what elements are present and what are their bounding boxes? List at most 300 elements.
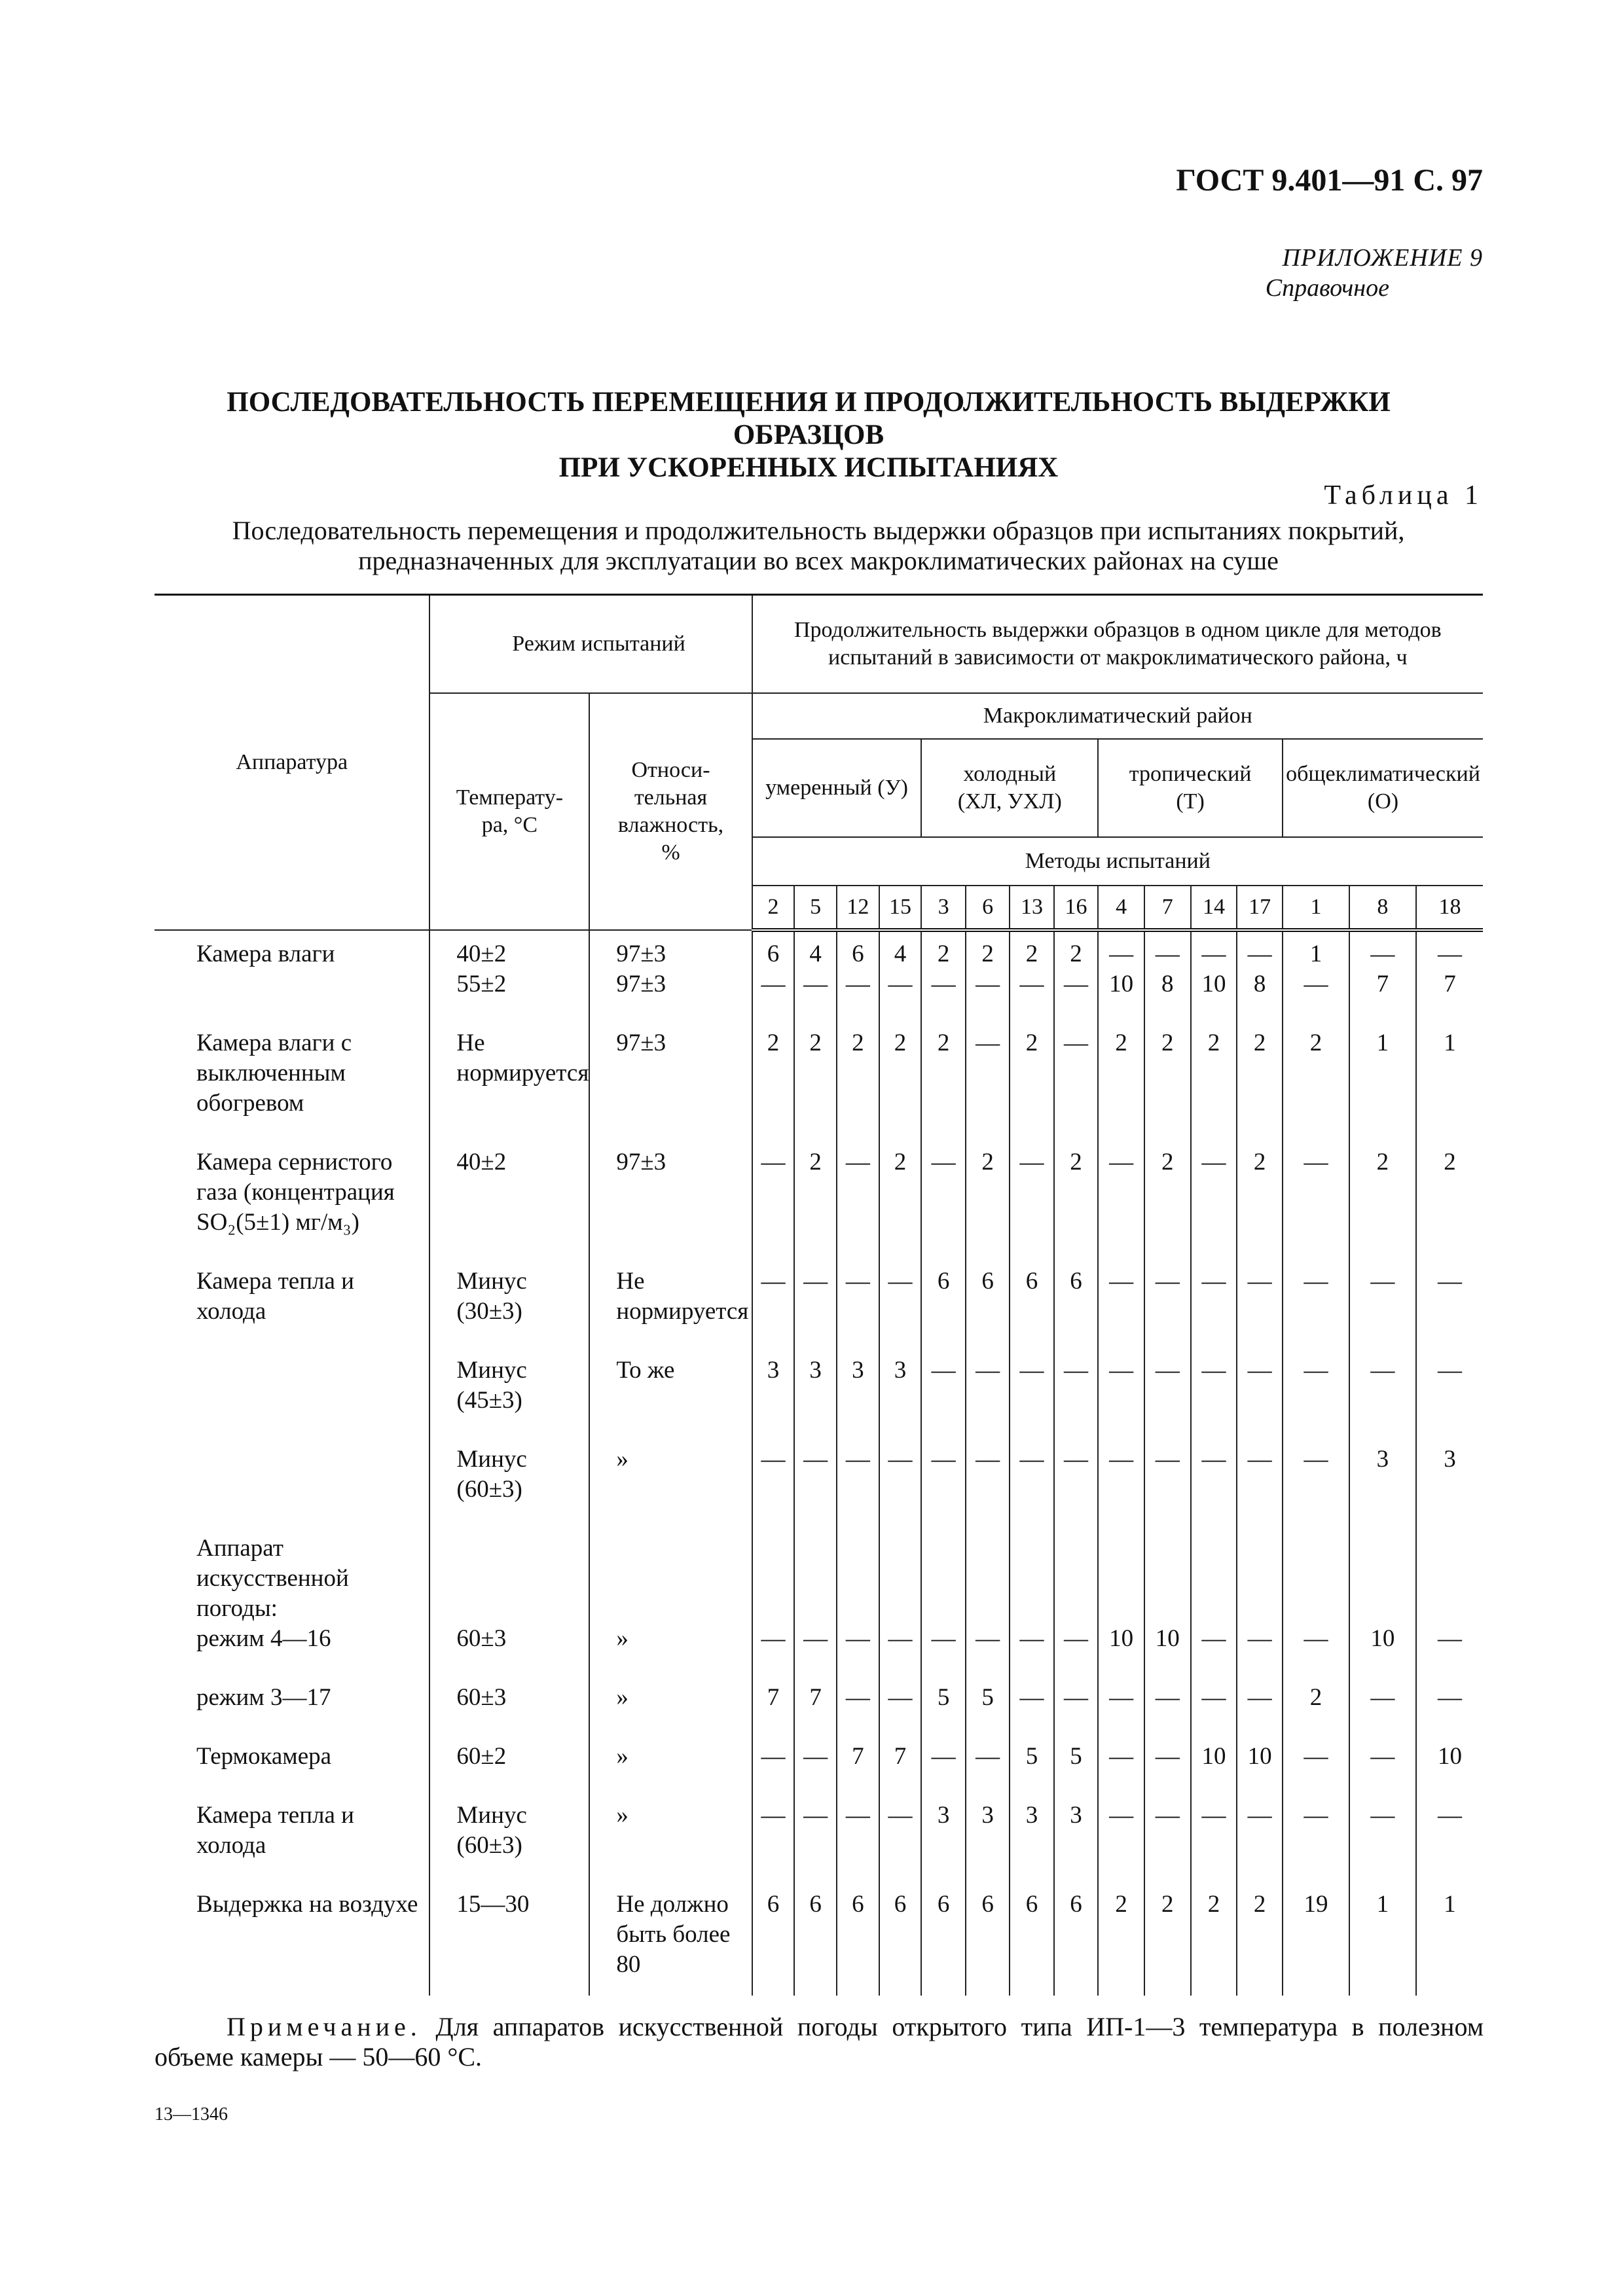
- duration-cell: 2: [1010, 1028, 1053, 1119]
- duration-cell: —: [1437, 940, 1462, 967]
- duration-cell: 6: [752, 939, 795, 969]
- temperature-cell: 60±3: [429, 1683, 589, 1713]
- apparatus-cell: [155, 1534, 429, 1624]
- method-number: 8: [1349, 886, 1416, 930]
- header-region-o: общеклиматический (О): [1283, 739, 1483, 837]
- row-spacer: [155, 1119, 1483, 1147]
- duration-cell: —: [921, 969, 965, 999]
- duration-cell: —: [1191, 1147, 1237, 1238]
- duration-cell: 6: [966, 1890, 1010, 1996]
- duration-cell: 1: [1349, 1890, 1416, 1996]
- duration-cell: 7: [837, 1742, 879, 1772]
- duration-cell: —: [1349, 1355, 1416, 1416]
- humidity-cell: 97±3: [589, 1147, 752, 1238]
- duration-cell: —: [966, 969, 1010, 999]
- duration-cell: —: [1010, 1683, 1053, 1713]
- duration-cell: —: [1054, 969, 1098, 999]
- apparatus-cell: [155, 1742, 429, 1772]
- header-methods: Методы испытаний: [752, 837, 1483, 886]
- duration-cell: —: [837, 1444, 879, 1505]
- duration-cell: —: [1144, 1444, 1191, 1505]
- duration-cell: —: [921, 1147, 965, 1238]
- duration-cell: —: [1010, 1444, 1053, 1505]
- table-label: Таблица 1: [1324, 480, 1483, 511]
- temperature-cell: 60±2: [429, 1742, 589, 1772]
- duration-cell: [1144, 1534, 1191, 1624]
- duration-cell: [1054, 1534, 1098, 1624]
- table-row: [155, 1444, 1483, 1505]
- duration-cell: —: [1437, 1683, 1462, 1711]
- duration-cell: —: [752, 969, 795, 999]
- title-line-2: ПРИ УСКОРЕННЫХ ИСПЫТАНИЯХ: [558, 452, 1059, 483]
- table-row: [155, 1683, 1483, 1713]
- temperature-cell: Минус (30±3): [429, 1266, 589, 1327]
- duration-cell: 2: [794, 1147, 837, 1238]
- duration-cell: 3: [966, 1801, 1010, 1861]
- method-number: 6: [966, 886, 1010, 930]
- humidity-cell: [589, 1534, 752, 1624]
- data-table: [155, 594, 1483, 1996]
- duration-cell: —: [1283, 1266, 1349, 1327]
- duration-cell: 2: [752, 1028, 795, 1119]
- duration-cell: —: [1191, 1444, 1237, 1505]
- duration-cell: 2: [1349, 1147, 1416, 1238]
- table-row: [155, 939, 1483, 969]
- apparatus-cell: [155, 969, 429, 999]
- duration-cell: 5: [966, 1683, 1010, 1713]
- method-number: 4: [1098, 886, 1144, 930]
- duration-cell: 1: [1444, 1029, 1456, 1056]
- duration-cell: —: [966, 1355, 1010, 1416]
- temperature-cell: Минус (60±3): [429, 1801, 589, 1861]
- humidity-cell: »: [589, 1444, 752, 1505]
- duration-cell: [837, 1534, 879, 1624]
- duration-cell: —: [837, 969, 879, 999]
- duration-cell: —: [1098, 1683, 1144, 1713]
- duration-cell: —: [1144, 939, 1191, 969]
- duration-cell: —: [879, 1624, 922, 1654]
- doc-reference: ГОСТ 9.401—91 С. 97: [1176, 163, 1483, 198]
- duration-cell: 2: [1010, 939, 1053, 969]
- temperature-cell: 40±2: [429, 1147, 589, 1238]
- duration-cell: —: [921, 1742, 965, 1772]
- duration-cell: —: [966, 1624, 1010, 1654]
- duration-cell: —: [1054, 1683, 1098, 1713]
- duration-cell: [1416, 1534, 1483, 1624]
- duration-cell: 2: [1191, 1028, 1237, 1119]
- duration-cell: —: [1237, 939, 1283, 969]
- duration-cell: —: [1144, 1355, 1191, 1416]
- apparatus-cell: [155, 1624, 429, 1654]
- duration-cell: —: [1191, 1801, 1237, 1861]
- duration-cell: 2: [1283, 1028, 1349, 1119]
- duration-cell: 3: [1010, 1801, 1053, 1861]
- duration-cell: —: [1191, 1683, 1237, 1713]
- duration-cell: 4: [879, 939, 922, 969]
- duration-cell: —: [1144, 1742, 1191, 1772]
- duration-cell: —: [1098, 939, 1144, 969]
- apparatus-label: режим 3—17: [196, 1683, 331, 1711]
- table-row: [155, 1801, 1483, 1861]
- temperature-cell: [429, 1534, 589, 1624]
- duration-cell: 3: [1054, 1801, 1098, 1861]
- row-spacer: [155, 1772, 1483, 1801]
- duration-cell: —: [1054, 1355, 1098, 1416]
- duration-cell: 5: [1010, 1742, 1053, 1772]
- footnote: [155, 2012, 1484, 2072]
- row-spacer: [155, 1327, 1483, 1355]
- duration-cell: —: [1054, 1028, 1098, 1119]
- duration-cell: 6: [1054, 1266, 1098, 1327]
- duration-cell: 6: [921, 1890, 965, 1996]
- duration-cell: —: [921, 1355, 965, 1416]
- duration-cell: —: [1054, 1444, 1098, 1505]
- duration-cell: —: [1283, 1624, 1349, 1654]
- duration-cell: —: [1010, 1147, 1053, 1238]
- duration-cell: 2: [1054, 939, 1098, 969]
- duration-cell: —: [1237, 1624, 1283, 1654]
- humidity-cell: Не нормируется: [589, 1266, 752, 1327]
- humidity-cell: »: [589, 1624, 752, 1654]
- duration-cell: 10: [1098, 1624, 1144, 1654]
- duration-cell: —: [794, 1444, 837, 1505]
- duration-cell: 2: [1144, 1028, 1191, 1119]
- duration-cell: 6: [966, 1266, 1010, 1327]
- table-row: [155, 1355, 1483, 1416]
- row-spacer: [155, 1713, 1483, 1742]
- duration-cell: [752, 1534, 795, 1624]
- duration-cell: —: [794, 1801, 837, 1861]
- duration-cell: 2: [1444, 1148, 1456, 1175]
- method-number: 2: [752, 886, 795, 930]
- duration-cell: —: [1283, 1355, 1349, 1416]
- method-number: 7: [1144, 886, 1191, 930]
- duration-cell: 2: [966, 1147, 1010, 1238]
- apparatus-cell: [155, 1890, 429, 1996]
- duration-cell: —: [1098, 1266, 1144, 1327]
- duration-cell: 2: [879, 1147, 922, 1238]
- duration-cell: —: [752, 1444, 795, 1505]
- duration-cell: [966, 1534, 1010, 1624]
- temperature-cell: 60±3: [429, 1624, 589, 1654]
- method-number: 12: [837, 886, 879, 930]
- apparatus-cell: [155, 1028, 429, 1119]
- page-footer-code: 13—1346: [155, 2104, 228, 2125]
- duration-cell: —: [1437, 1624, 1462, 1652]
- duration-cell: —: [1144, 1266, 1191, 1327]
- method-number: 1: [1283, 886, 1349, 930]
- row-spacer: [155, 1238, 1483, 1266]
- duration-cell: 2: [879, 1028, 922, 1119]
- table-row: [155, 1147, 1483, 1238]
- duration-cell: —: [1237, 1355, 1283, 1416]
- duration-cell: 7: [794, 1683, 837, 1713]
- header-region-hl: холодный (ХЛ, УХЛ): [921, 739, 1098, 837]
- row-spacer: [155, 999, 1483, 1028]
- duration-cell: 3: [879, 1355, 922, 1416]
- header-mode: Режим испытаний: [429, 595, 752, 693]
- duration-cell: 2: [794, 1028, 837, 1119]
- duration-cell: —: [1010, 1624, 1053, 1654]
- duration-cell: —: [1098, 1742, 1144, 1772]
- duration-cell: 2: [1144, 1890, 1191, 1996]
- duration-cell: 1: [1349, 1028, 1416, 1119]
- method-number: 13: [1010, 886, 1053, 930]
- duration-cell: —: [1283, 1444, 1349, 1505]
- duration-cell: —: [794, 1266, 837, 1327]
- duration-cell: —: [1191, 1266, 1237, 1327]
- duration-cell: [1349, 1534, 1416, 1624]
- apparatus-label: Камера влаги с выключенным обогревом: [196, 1029, 352, 1117]
- duration-cell: 2: [921, 1028, 965, 1119]
- duration-cell: —: [879, 1444, 922, 1505]
- duration-cell: 6: [921, 1266, 965, 1327]
- duration-cell: —: [1191, 1355, 1237, 1416]
- duration-cell: [1283, 1534, 1349, 1624]
- duration-cell: —: [1349, 1801, 1416, 1861]
- duration-cell: 6: [837, 939, 879, 969]
- header-region-u: умеренный (У): [752, 739, 922, 837]
- page-title: [151, 386, 1467, 484]
- row-spacer: [155, 1505, 1483, 1534]
- duration-cell: 2: [1191, 1890, 1237, 1996]
- duration-cell: 2: [1237, 1147, 1283, 1238]
- humidity-cell: То же: [589, 1355, 752, 1416]
- duration-cell: —: [1437, 1801, 1462, 1829]
- duration-cell: [1191, 1534, 1237, 1624]
- duration-cell: —: [1349, 1683, 1416, 1713]
- duration-cell: —: [837, 1266, 879, 1327]
- duration-cell: 5: [921, 1683, 965, 1713]
- method-number: 15: [879, 886, 922, 930]
- humidity-cell: »: [589, 1742, 752, 1772]
- method-number: 5: [794, 886, 837, 930]
- duration-cell: —: [752, 1624, 795, 1654]
- apparatus-label: Аппарат искусственной погоды:: [196, 1534, 349, 1622]
- humidity-cell: 97±3: [589, 969, 752, 999]
- row-spacer: [155, 1654, 1483, 1683]
- appendix-type: Справочное: [1265, 274, 1389, 302]
- duration-cell: —: [1144, 1683, 1191, 1713]
- caption-line-2: предназначенных для эксплуатации во всех макроклиматических районах на суше: [358, 546, 1279, 575]
- duration-cell: —: [837, 1147, 879, 1238]
- table-caption: [154, 516, 1483, 576]
- duration-cell: 10: [1349, 1624, 1416, 1654]
- duration-cell: 3: [921, 1801, 965, 1861]
- duration-cell: 6: [794, 1890, 837, 1996]
- duration-cell: 10: [1191, 969, 1237, 999]
- duration-cell: —: [1098, 1147, 1144, 1238]
- apparatus-label: Камера влаги: [196, 940, 335, 967]
- duration-cell: 10: [1437, 1742, 1462, 1770]
- temperature-cell: 55±2: [429, 969, 589, 999]
- duration-cell: 2: [1237, 1028, 1283, 1119]
- apparatus-cell: [155, 1355, 429, 1416]
- duration-cell: 3: [1349, 1444, 1416, 1505]
- duration-cell: 10: [1144, 1624, 1191, 1654]
- note-text: Для аппаратов искусственной погоды открытого типа ИП-1—3 температура в полезном объеме камеры — 50—60 °С.: [155, 2012, 1484, 2072]
- table-row: [155, 1534, 1483, 1624]
- duration-cell: 8: [1144, 969, 1191, 999]
- duration-cell: —: [1283, 1742, 1349, 1772]
- duration-cell: 2: [1098, 1890, 1144, 1996]
- duration-cell: 3: [837, 1355, 879, 1416]
- method-number: 14: [1191, 886, 1237, 930]
- duration-cell: —: [1010, 969, 1053, 999]
- duration-cell: 6: [1054, 1890, 1098, 1996]
- apparatus-label: Камера сернистого газа (концентрация SO₂(5±1) мг/м₃): [196, 1148, 395, 1236]
- duration-cell: 6: [879, 1890, 922, 1996]
- method-number: 17: [1237, 886, 1283, 930]
- duration-cell: —: [1237, 1444, 1283, 1505]
- humidity-cell: 97±3: [589, 939, 752, 969]
- header-humidity: Относи-тельная влажность, %: [589, 693, 752, 930]
- duration-cell: —: [1191, 939, 1237, 969]
- duration-cell: —: [1283, 1801, 1349, 1861]
- appendix-number: ПРИЛОЖЕНИЕ 9: [1282, 244, 1483, 272]
- duration-cell: 19: [1283, 1890, 1349, 1996]
- duration-cell: —: [1237, 1683, 1283, 1713]
- duration-cell: —: [966, 1028, 1010, 1119]
- method-number: 16: [1054, 886, 1098, 930]
- header-duration: Продолжительность выдержки образцов в одном цикле для методов испытаний в зависимости от макроклиматического района, ч: [752, 595, 1483, 693]
- duration-cell: —: [921, 1624, 965, 1654]
- note-label: Примечание.: [227, 2012, 422, 2041]
- duration-cell: 7: [879, 1742, 922, 1772]
- duration-cell: —: [1437, 1356, 1462, 1384]
- table-row: [155, 1028, 1483, 1119]
- duration-cell: 6: [752, 1890, 795, 1996]
- humidity-cell: »: [589, 1801, 752, 1861]
- duration-cell: —: [794, 969, 837, 999]
- duration-cell: —: [1437, 1267, 1462, 1295]
- duration-cell: —: [837, 1624, 879, 1654]
- duration-cell: [921, 1534, 965, 1624]
- duration-cell: —: [752, 1147, 795, 1238]
- duration-cell: —: [752, 1266, 795, 1327]
- duration-cell: —: [1144, 1801, 1191, 1861]
- apparatus-cell: [155, 1147, 429, 1238]
- title-line-1: ПОСЛЕДОВАТЕЛЬНОСТЬ ПЕРЕМЕЩЕНИЯ И ПРОДОЛЖИТЕЛЬНОСТЬ ВЫДЕРЖКИ ОБРАЗЦОВ: [227, 387, 1391, 450]
- duration-cell: 2: [1283, 1683, 1349, 1713]
- duration-cell: —: [837, 1683, 879, 1713]
- duration-cell: —: [1054, 1624, 1098, 1654]
- humidity-cell: Не должно быть более 80: [589, 1890, 752, 1996]
- duration-cell: —: [1349, 1266, 1416, 1327]
- method-number: 18: [1416, 886, 1483, 930]
- caption-line-1: Последовательность перемещения и продолжительность выдержки образцов при испытаниях покрытий,: [232, 516, 1405, 545]
- duration-cell: 2: [837, 1028, 879, 1119]
- duration-cell: —: [1010, 1355, 1053, 1416]
- duration-cell: 7: [1349, 969, 1416, 999]
- table-row: [155, 1266, 1483, 1327]
- table-row: [155, 1890, 1483, 1996]
- duration-cell: —: [1283, 969, 1349, 999]
- duration-cell: [1010, 1534, 1053, 1624]
- duration-cell: —: [1283, 1147, 1349, 1238]
- duration-cell: 10: [1237, 1742, 1283, 1772]
- apparatus-cell: [155, 1801, 429, 1861]
- duration-cell: —: [1349, 939, 1416, 969]
- duration-cell: —: [879, 1801, 922, 1861]
- duration-cell: 2: [1054, 1147, 1098, 1238]
- duration-cell: 2: [1098, 1028, 1144, 1119]
- apparatus-label: Выдержка на воздухе: [196, 1890, 418, 1918]
- row-spacer: [155, 1416, 1483, 1444]
- duration-cell: 7: [1444, 970, 1456, 997]
- duration-cell: —: [921, 1444, 965, 1505]
- duration-cell: —: [1237, 1801, 1283, 1861]
- duration-cell: —: [794, 1624, 837, 1654]
- duration-cell: 8: [1237, 969, 1283, 999]
- duration-cell: 6: [837, 1890, 879, 1996]
- header-macro-region: Макроклиматический район: [752, 693, 1483, 739]
- apparatus-cell: [155, 1444, 429, 1505]
- duration-cell: 10: [1098, 969, 1144, 999]
- duration-cell: 7: [752, 1683, 795, 1713]
- duration-cell: 2: [1144, 1147, 1191, 1238]
- duration-cell: 1: [1444, 1890, 1456, 1918]
- duration-cell: —: [879, 1683, 922, 1713]
- duration-cell: 2: [1237, 1890, 1283, 1996]
- duration-cell: —: [837, 1801, 879, 1861]
- table-row: [155, 1624, 1483, 1654]
- duration-cell: —: [752, 1801, 795, 1861]
- duration-cell: 10: [1191, 1742, 1237, 1772]
- duration-cell: [879, 1534, 922, 1624]
- duration-cell: —: [794, 1742, 837, 1772]
- duration-cell: [1237, 1534, 1283, 1624]
- row-spacer: [155, 1861, 1483, 1890]
- duration-cell: —: [966, 1742, 1010, 1772]
- duration-cell: —: [879, 1266, 922, 1327]
- duration-cell: 3: [1444, 1445, 1456, 1473]
- temperature-cell: Минус (60±3): [429, 1444, 589, 1505]
- header-region-t: тропический (Т): [1098, 739, 1283, 837]
- duration-cell: —: [1098, 1355, 1144, 1416]
- duration-cell: —: [879, 969, 922, 999]
- duration-cell: 2: [921, 939, 965, 969]
- duration-cell: 1: [1283, 939, 1349, 969]
- duration-cell: —: [1191, 1624, 1237, 1654]
- temperature-cell: 15—30: [429, 1890, 589, 1996]
- humidity-cell: »: [589, 1683, 752, 1713]
- table-row: [155, 1742, 1483, 1772]
- apparatus-label: Камера тепла и холода: [196, 1267, 354, 1325]
- temperature-cell: Минус (45±3): [429, 1355, 589, 1416]
- apparatus-label: Камера тепла и холода: [196, 1801, 354, 1859]
- apparatus-label: Термокамера: [196, 1742, 332, 1770]
- method-number: 3: [921, 886, 965, 930]
- duration-cell: —: [966, 1444, 1010, 1505]
- duration-cell: 2: [966, 939, 1010, 969]
- apparatus-cell: [155, 1683, 429, 1713]
- humidity-cell: 97±3: [589, 1028, 752, 1119]
- apparatus-label: режим 4—16: [196, 1624, 331, 1652]
- duration-cell: [1098, 1534, 1144, 1624]
- duration-cell: 4: [794, 939, 837, 969]
- duration-cell: 6: [1010, 1266, 1053, 1327]
- temperature-cell: 40±2: [429, 939, 589, 969]
- duration-cell: —: [752, 1742, 795, 1772]
- apparatus-cell: [155, 939, 429, 969]
- table-row: [155, 969, 1483, 999]
- duration-cell: —: [1098, 1801, 1144, 1861]
- apparatus-cell: [155, 1266, 429, 1327]
- temperature-cell: Не нормируется: [429, 1028, 589, 1119]
- duration-cell: 5: [1054, 1742, 1098, 1772]
- duration-cell: [794, 1534, 837, 1624]
